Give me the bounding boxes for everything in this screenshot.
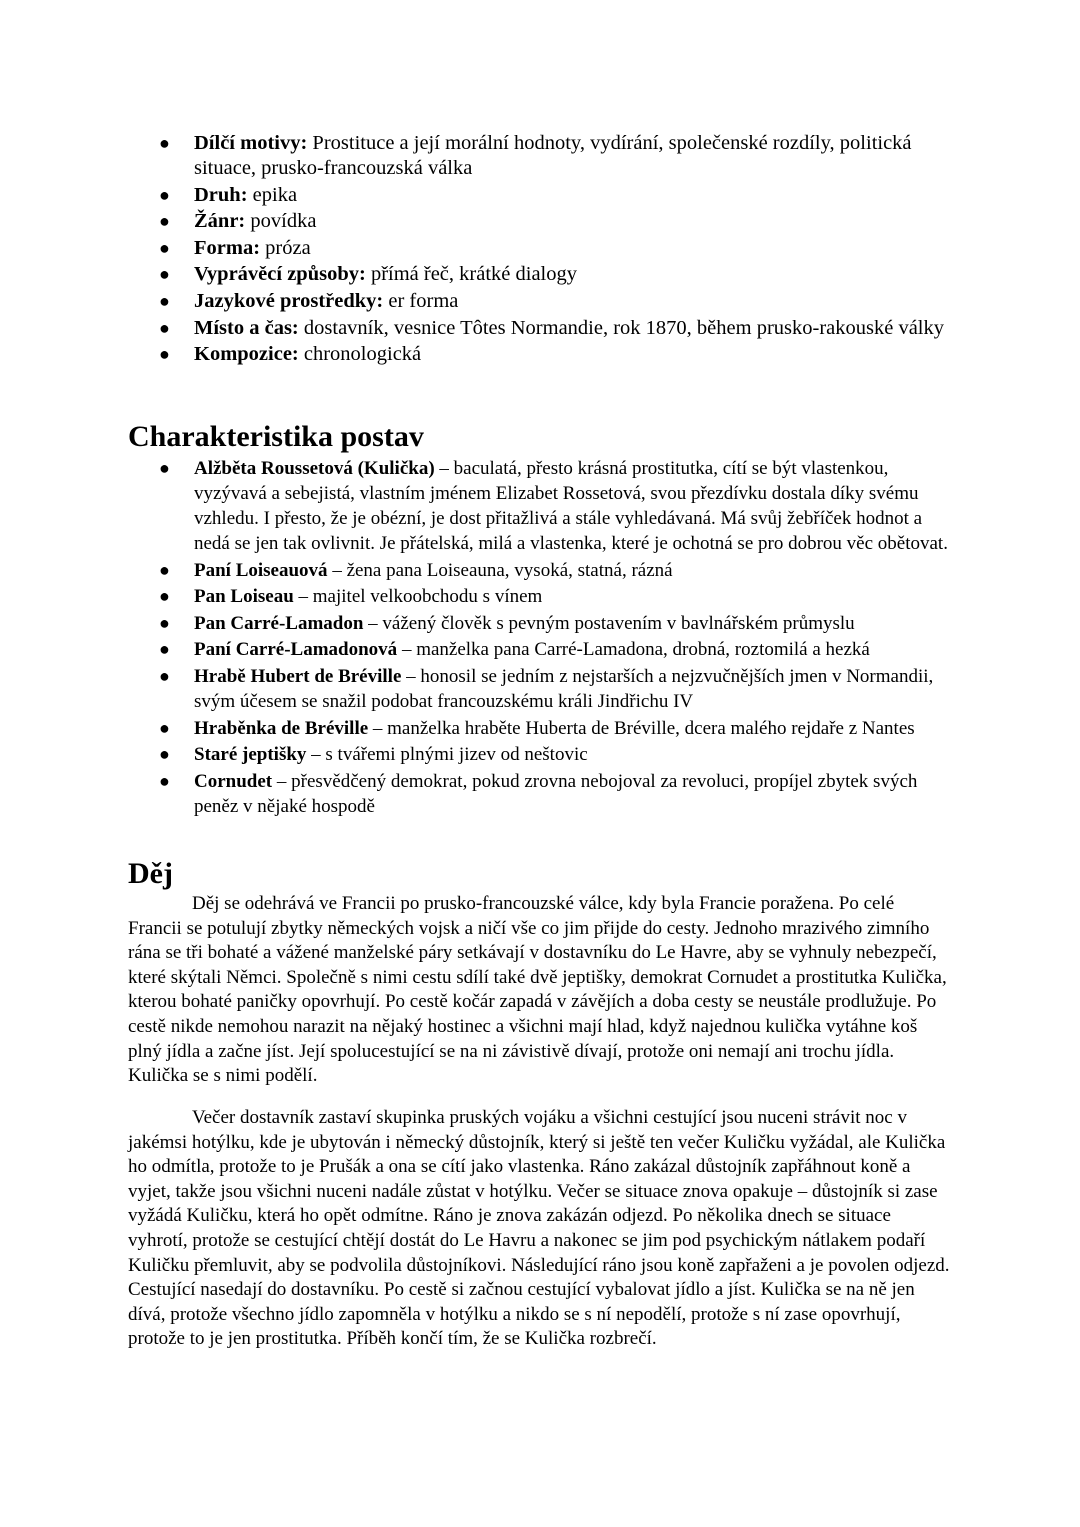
term-label: Forma: (194, 236, 261, 259)
character-description: – majitel velkoobchodu s vínem (293, 586, 543, 608)
character-name: Pan Carré-Lamadon (194, 612, 364, 634)
bullet-icon: ● (159, 586, 170, 607)
plot-paragraph: Děj se odehrává ve Francii po prusko-francouzské válce, kdy byla Francie poražena. Po celé Francii se potulují zbytky německých vojsk a ničí vše co jim přijde do cesty. Jednoho mrazivého zimního rána se tři bohaté a vážené manželské páry setkávají v dostavníku do Le Havre, aby se vyhnuly nebezpečí, které skýtali Němci. Společně s nimi cestu sdílí také dvě jeptišky, demokrat Cornudet a prostitutka Kulička, kterou bohaté paničky opovrhují. Po cestě kočár zapadá v závějích a doba cesty se neustále prodlužuje. Po cestě nikde nemohou narazit na nějaký hostinec a všichni mají hlad, když najednou kulička vytáhne koš plný jídla a začne jíst. Její spolucestující se na ni závistivě dívají, protože oni nemají ani trochu jídla. Kulička se s nimi podělí. (128, 893, 947, 1087)
list-item-composition (0, 342, 1080, 367)
character-description: – baculatá, přesto krásná prostitutka, cítí se být vlastenkou, vyzývavá a sebejistá, vlastním jménem Elizabet Rossetová, svou přezdívku dostala díky svému vzhledu. I přesto, že je obézní, je dost přitažlivá a stále vyhledávaná. Má svůj žebříček hodnot a nedá se jen tak ovlivnit. Je přátelská, milá a vlastenka, které je ochotná se pro dobrou věc obětovat. (194, 458, 948, 554)
character-name: Alžběta Roussetová (Kulička) (194, 458, 435, 479)
term-label: Dílčí motivy: (194, 132, 308, 154)
term-label: Druh: (194, 183, 248, 206)
term-value: přímá řeč, krátké dialogy (365, 263, 577, 286)
character-name: Hrabě Hubert de Bréville (194, 665, 402, 687)
bullet-icon: ● (159, 559, 170, 580)
character-item (0, 742, 1080, 767)
characters-heading: Charakteristika postav (128, 420, 424, 453)
character-description: – žena pana Loiseauna, vysoká, statná, rázná (327, 559, 673, 581)
bullet-icon: ● (159, 717, 170, 738)
bullet-icon: ● (159, 184, 170, 205)
character-item (0, 558, 1080, 583)
bullet-icon: ● (159, 770, 170, 791)
bullet-icon: ● (159, 317, 170, 338)
list-item-motifs (0, 131, 1080, 181)
character-name: Paní Loiseauová (194, 559, 328, 581)
characters-list (0, 456, 1080, 820)
character-name: Cornudet (194, 770, 273, 792)
bullet-icon: ● (159, 237, 170, 258)
character-item (0, 664, 1080, 714)
bullet-icon: ● (159, 344, 170, 365)
work-analysis-list (0, 131, 1080, 369)
character-name: Hraběnka de Bréville (194, 717, 369, 739)
character-item (0, 716, 1080, 741)
plot-paragraph: Večer dostavník zastaví skupinka pruských vojáku a všichni cestující jsou nuceni strávit noc v jakémsi hotýlku, kde je ubytován i německý důstojník, který si ještě ten večer Kuličku vyžádal, ale Kulička ho odmítla, protože to je Prušák a ona se cítí jako vlastenka. Ráno zakázal důstojník zapřáhnout koně a vyjet, takže jsou všichni nuceni nadále zůstat v hotýlku. Večer se situace znova opakuje – důstojník si zase vyžádá Kuličku, která ho opět odmítne. Ráno je znova zakázán odjezd. Po několika dnech se situace vyhrotí, protože se cestující chtějí dostát do Le Havru a nakonec se jim pod psychickým nátlakem podaří Kuličku přemluvit, aby se podvolila důstojníkovi. Následující ráno jsou koně zapřaženi a je povolen odjezd. Cestující nasedají do dostavníku. Po cestě si začnou cestující vybalovat jídlo a jíst. Kulička se na ně jen dívá, protože všechno jídlo zapomněla v hotýlku a nikdo se s ní nepodělí, protože s ní zase opovrhují, protože to je jen prostitutka. Příběh končí tím, že se Kulička rozbrečí. (128, 1107, 950, 1350)
term-value: povídka (245, 210, 317, 233)
character-description: – manželka hraběte Huberta de Bréville, dcera malého rejdaře z Nantes (368, 717, 915, 739)
list-item-language (0, 289, 1080, 314)
character-item (0, 584, 1080, 609)
term-value: dostavník, vesnice Tôtes Normandie, rok 1870, během prusko-rakouské války (298, 316, 944, 339)
list-item-genre-kind (0, 183, 1080, 208)
list-item-narration (0, 262, 1080, 287)
term-label: Vyprávěcí způsoby: (194, 263, 366, 286)
bullet-icon: ● (159, 211, 170, 232)
character-description: – vážený člověk s pevným postavením v bavlnářském průmyslu (363, 612, 855, 634)
bullet-icon: ● (159, 744, 170, 765)
character-item (0, 611, 1080, 636)
bullet-icon: ● (159, 639, 170, 660)
character-item (0, 456, 1080, 556)
term-value: próza (260, 236, 311, 259)
plot-heading: Děj (128, 857, 173, 890)
term-value: er forma (383, 289, 459, 312)
bullet-icon: ● (159, 458, 170, 478)
list-item-place-time (0, 316, 1080, 341)
character-name: Paní Carré-Lamadonová (194, 639, 398, 661)
list-item-form (0, 236, 1080, 261)
character-description: – honosil se jedním z nejstarších a nejzvučnějších jmen v Normandii, svým účesem se snažil podobat francouzskému králi Jindřichu IV (194, 665, 934, 712)
character-name: Pan Loiseau (194, 586, 294, 608)
bullet-icon: ● (159, 133, 170, 153)
character-name: Staré jeptišky (194, 744, 307, 766)
bullet-icon: ● (159, 290, 170, 311)
bullet-icon: ● (159, 612, 170, 633)
bullet-icon: ● (159, 264, 170, 285)
character-item (0, 769, 1080, 819)
term-value: epika (247, 183, 298, 206)
term-label: Místo a čas: (194, 316, 299, 339)
character-description: – přesvědčený demokrat, pokud zrovna nebojoval za revoluci, propíjel zbytek svých peněz v nějaké hospodě (194, 770, 918, 817)
term-value: chronologická (298, 343, 422, 366)
character-description: – s tvářemi plnými jizev od neštovic (306, 744, 588, 766)
term-label: Žánr: (194, 210, 246, 233)
term-value: Prostituce a její morální hodnoty, vydírání, společenské rozdíly, politická situace, prusko-francouzská válka (194, 132, 912, 179)
character-item (0, 637, 1080, 662)
list-item-genre (0, 209, 1080, 234)
term-label: Jazykové prostředky: (194, 289, 384, 312)
term-label: Kompozice: (194, 343, 299, 366)
bullet-icon: ● (159, 665, 170, 686)
character-description: – manželka pana Carré-Lamadona, drobná, roztomilá a hezká (397, 639, 870, 661)
